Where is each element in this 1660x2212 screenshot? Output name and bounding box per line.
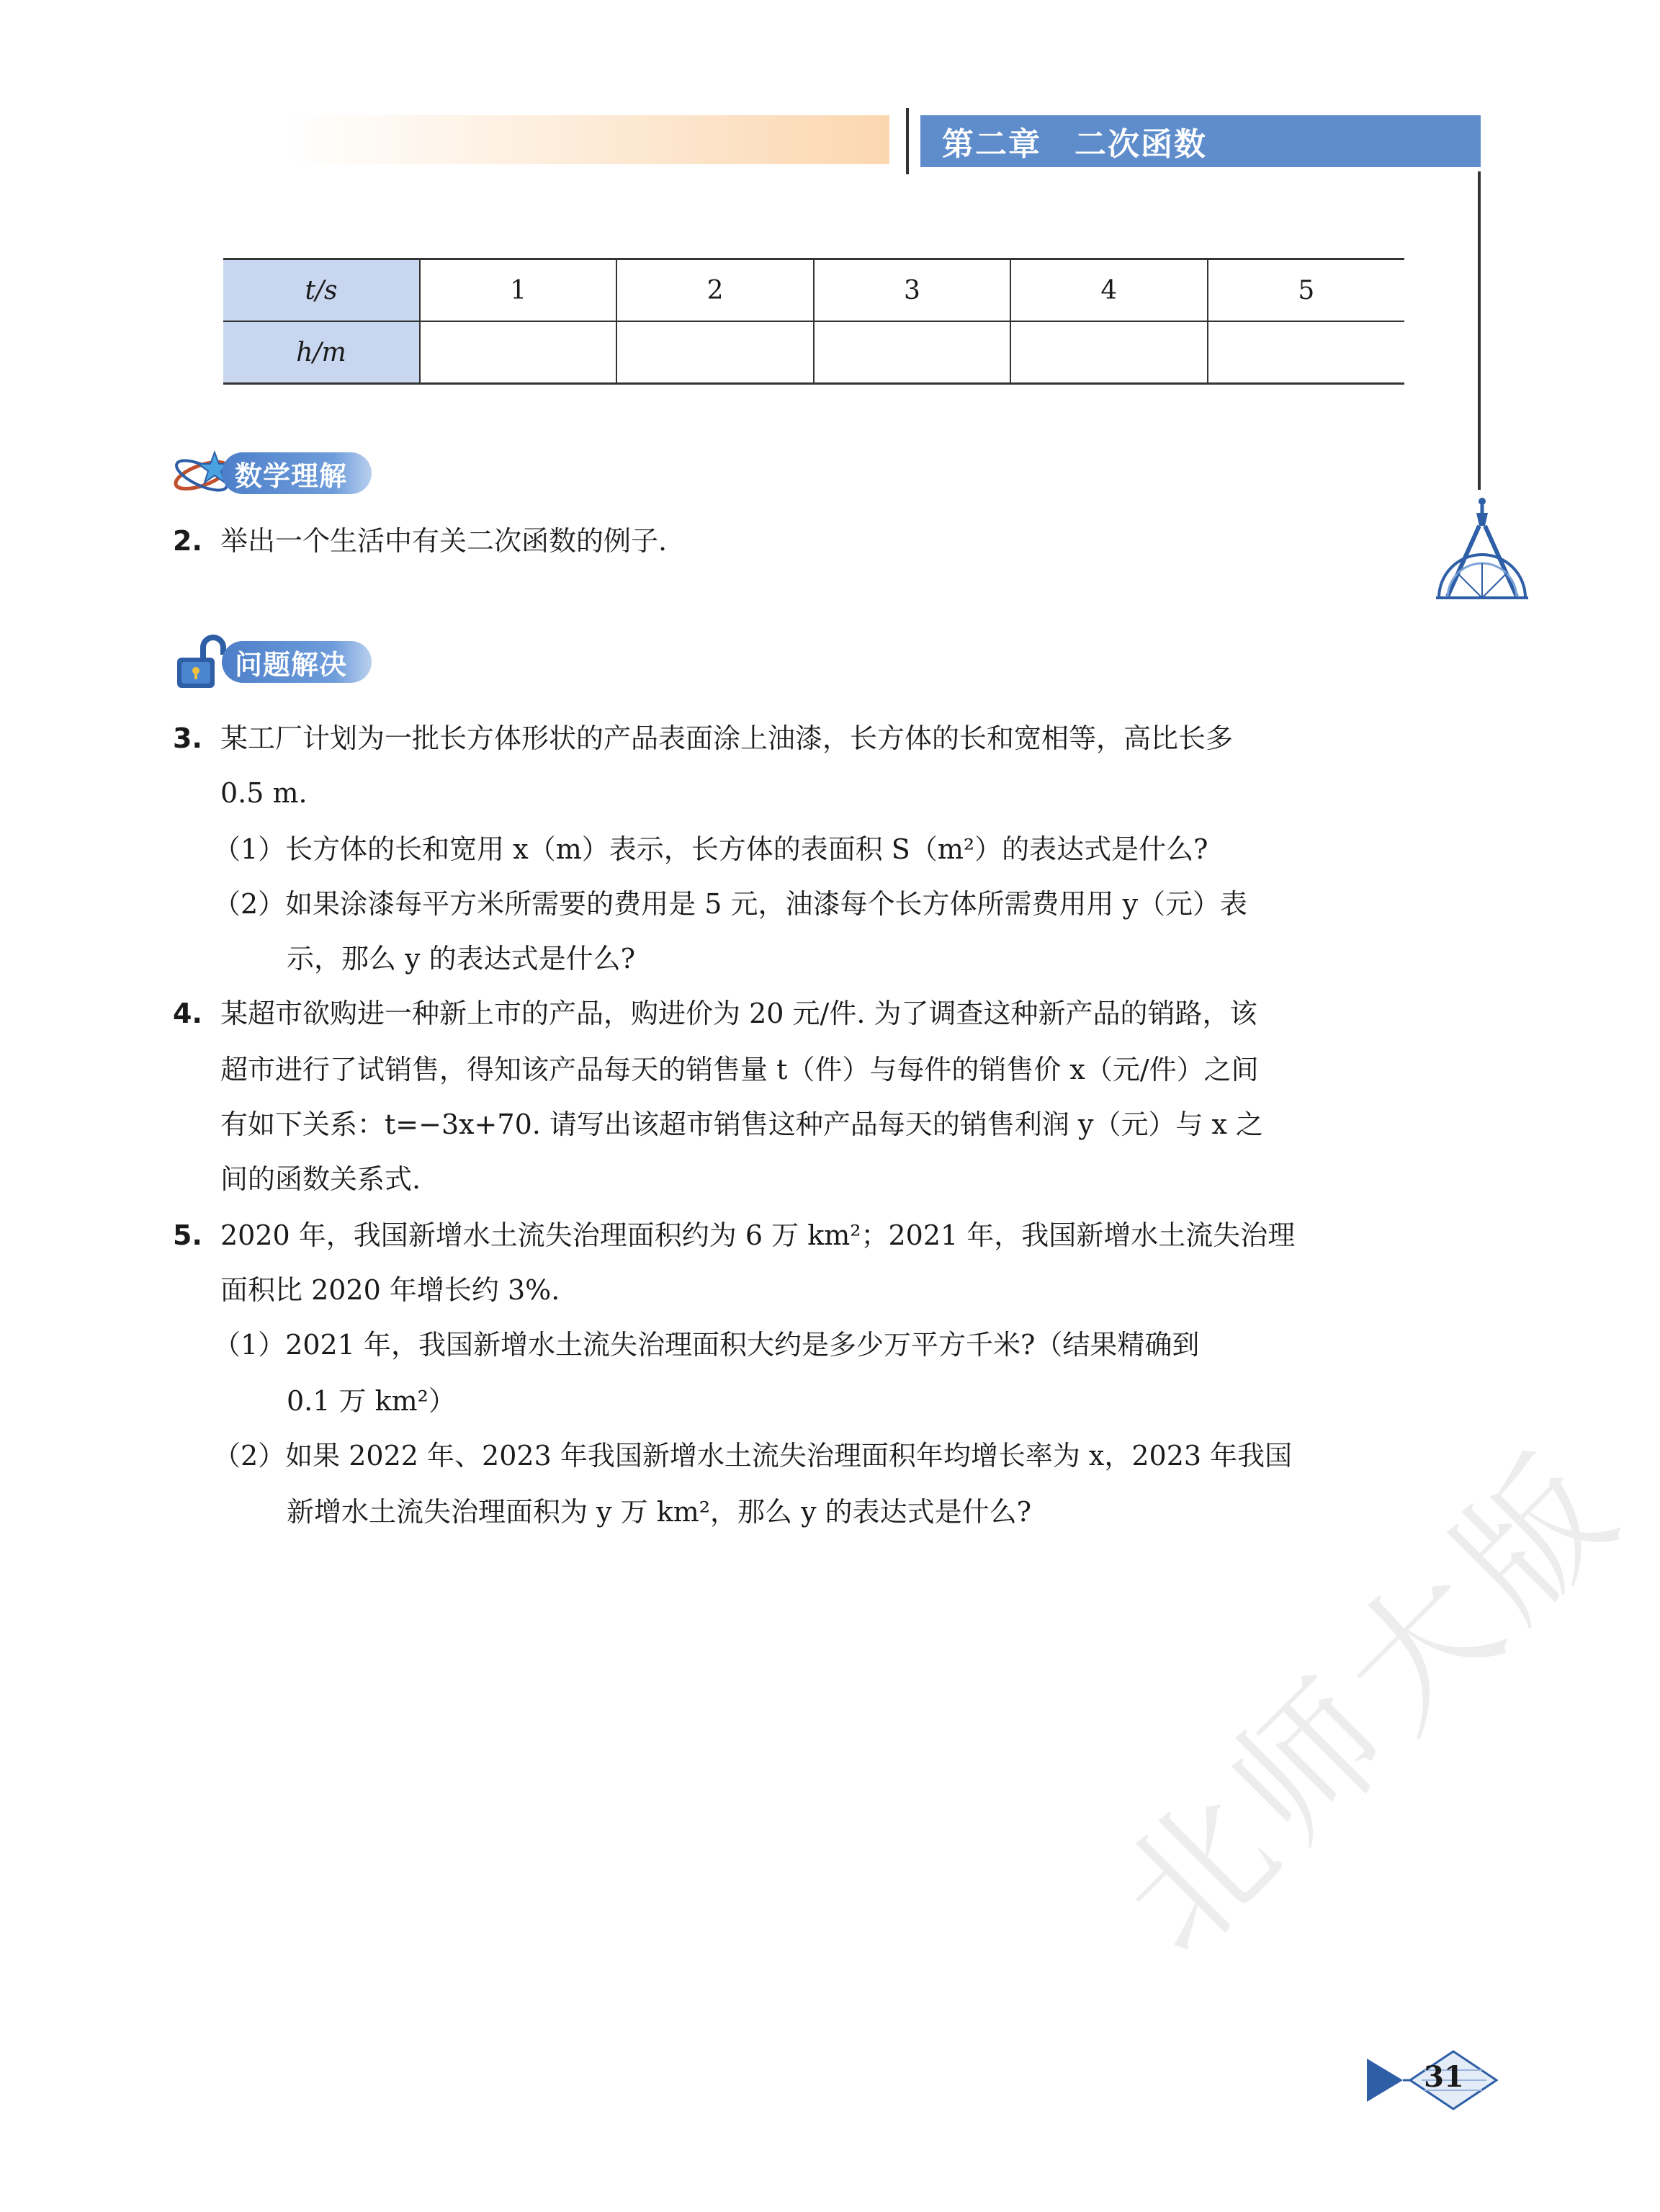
subquestion-text: （1）长方体的长和宽用 x（m）表示，长方体的表面积 S（m²）的表达式是什么? xyxy=(213,833,1208,865)
section-badge-problem-solving xyxy=(171,640,372,684)
subquestion-text: （2）如果涂漆每平方米所需要的费用是 5 元，油漆每个长方体所需费用用 y（元）表 xyxy=(213,888,1248,920)
table-cell: 1 xyxy=(420,259,616,322)
question-number: 4. xyxy=(173,998,202,1029)
question-text: 有如下关系：t=−3x+70. 请写出该超市销售这种产品每天的销售利润 y（元）与 x 之 xyxy=(220,1109,1264,1140)
table-cell xyxy=(814,321,1010,384)
page-number: 31 xyxy=(1424,2060,1464,2094)
table-row xyxy=(223,259,1404,322)
question-number: 3. xyxy=(173,722,202,754)
subquestion-text: （1）2021 年，我国新增水土流失治理面积大约是多少万平方千米?（结果精确到 xyxy=(213,1329,1200,1361)
publisher-watermark: 北师大版 xyxy=(1088,1418,1656,1985)
table-cell xyxy=(420,321,616,384)
table-cell xyxy=(1208,321,1404,384)
question-number: 2. xyxy=(173,525,202,557)
table-cell xyxy=(1010,321,1207,384)
data-table xyxy=(223,258,1404,385)
header-gradient-band xyxy=(288,115,889,164)
question-number: 5. xyxy=(173,1219,202,1251)
compass-protractor-icon xyxy=(1432,497,1533,605)
table-cell-header-t: t/s xyxy=(223,259,420,322)
question-text: 0.5 m. xyxy=(220,777,308,809)
table-cell: 5 xyxy=(1208,259,1404,322)
section-label: 问题解决 xyxy=(222,641,372,683)
question-text: 面积比 2020 年增长约 3%. xyxy=(220,1274,560,1306)
subquestion-text: 新增水土流失治理面积为 y 万 km²，那么 y 的表达式是什么? xyxy=(287,1496,1031,1528)
header-divider xyxy=(906,108,909,174)
question-text: 2020 年，我国新增水土流失治理面积约为 6 万 km²；2021 年，我国新增水土流失治理 xyxy=(220,1219,1296,1251)
subquestion-text: 0.1 万 km²） xyxy=(287,1385,456,1417)
table-cell xyxy=(616,321,813,384)
table-row xyxy=(223,321,1404,384)
subquestion-text: 示，那么 y 的表达式是什么? xyxy=(287,943,636,975)
section-badge-understanding xyxy=(171,451,372,496)
question-text: 某工厂计划为一批长方体形状的产品表面涂上油漆，长方体的长和宽相等，高比长多 xyxy=(220,722,1234,754)
chapter-title: 第二章 二次函数 xyxy=(920,115,1481,167)
table-cell-header-h: h/m xyxy=(223,321,420,384)
table-cell: 4 xyxy=(1010,259,1207,322)
question-text: 某超市欲购进一种新上市的产品，购进价为 20 元/件. 为了调查这种新产品的销路，该 xyxy=(220,998,1257,1029)
question-text: 间的函数关系式. xyxy=(220,1163,421,1195)
table-cell: 2 xyxy=(616,259,813,322)
table-cell: 3 xyxy=(814,259,1010,322)
section-label: 数学理解 xyxy=(222,452,372,494)
side-rule xyxy=(1478,171,1481,490)
question-text: 超市进行了试销售，得知该产品每天的销售量 t（件）与每件的销售价 x（元/件）之间 xyxy=(220,1054,1259,1085)
subquestion-text: （2）如果 2022 年、2023 年我国新增水土流失治理面积年均增长率为 x，2023 年我国 xyxy=(213,1440,1293,1472)
question-text: 举出一个生活中有关二次函数的例子. xyxy=(220,525,668,557)
